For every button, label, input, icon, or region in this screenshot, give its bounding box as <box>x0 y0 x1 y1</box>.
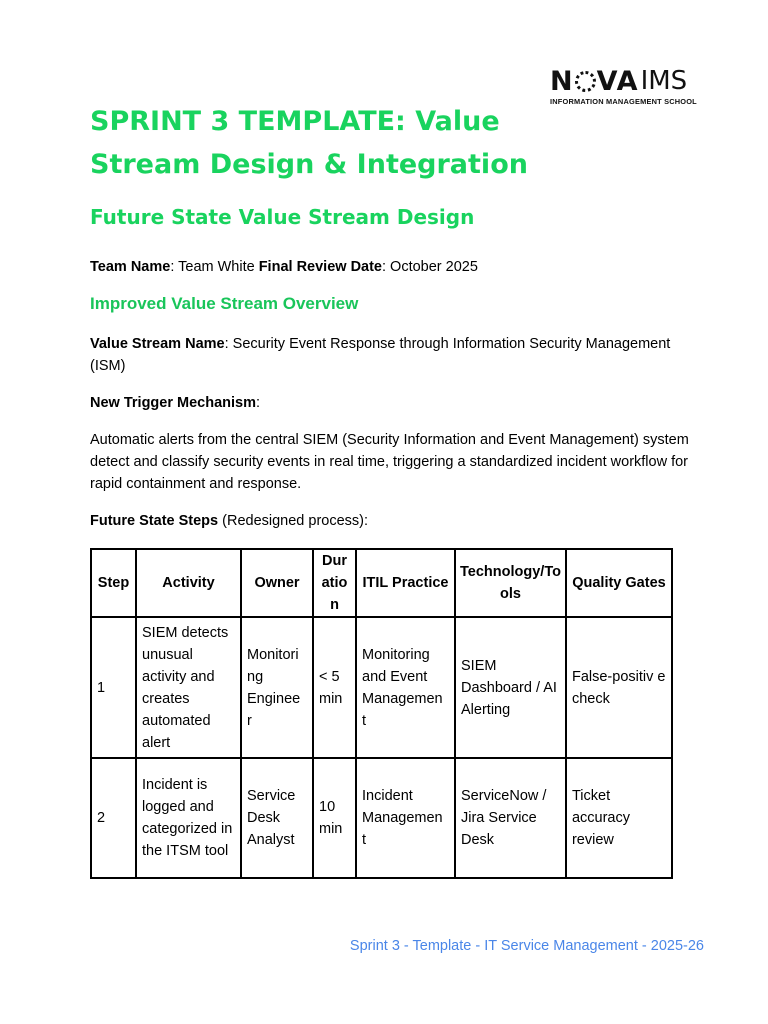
header-owner: Owner <box>241 549 313 617</box>
cell-itil-practice: Incident Managemen t <box>356 758 455 878</box>
logo-letters-va: VA <box>596 65 639 97</box>
trigger-suffix: : <box>256 395 261 411</box>
cell-duration: 10 min <box>313 758 356 878</box>
cell-quality-gates: False-positiv e check <box>566 617 672 758</box>
team-line <box>90 256 700 278</box>
header-duration: Dur atio n <box>313 549 356 617</box>
header-step: Step <box>91 549 136 617</box>
trigger-line <box>90 392 700 414</box>
logo-ring-icon <box>575 71 596 92</box>
nova-ims-logo <box>550 66 700 106</box>
value-stream-value: : Security Event Response through Information Security Management (ISM) <box>90 336 671 374</box>
header-itil-practice: ITIL Practice <box>356 549 455 617</box>
cell-owner: Monitori ng Enginee r <box>241 617 313 758</box>
cell-itil-practice: Monitoring and Event Managemen t <box>356 617 455 758</box>
team-name-value: : Team White <box>170 259 259 275</box>
logo-wordmark <box>550 66 700 96</box>
value-stream-line <box>90 333 700 377</box>
page-footer: Sprint 3 - Template - IT Service Management - 2025-26 <box>349 938 704 954</box>
logo-letters-ims: IMS <box>640 66 688 96</box>
trigger-description: Automatic alerts from the central SIEM (Security Information and Event Management) system detect and classify security events in real time, triggering a standardized incident workflow for rapid containment and response. <box>90 432 689 492</box>
trigger-label: New Trigger Mechanism <box>90 395 256 411</box>
cell-activity: Incident is logged and categorized in the ITSM tool <box>136 758 241 878</box>
team-name-label: Team Name <box>90 259 171 275</box>
document-title: SPRINT 3 TEMPLATE: Value Stream Design & Integration <box>90 106 528 180</box>
cell-quality-gates: Ticket accuracy review <box>566 758 672 878</box>
cell-owner: Service Desk Analyst <box>241 758 313 878</box>
review-date-value: : October 2025 <box>382 259 478 275</box>
steps-intro-suffix: (Redesigned process): <box>218 513 369 529</box>
table-row <box>91 758 672 878</box>
steps-intro-label: Future State Steps <box>90 513 219 529</box>
section-heading: Future State Value Stream Design <box>90 205 475 229</box>
cell-activity: SIEM detects unusual activity and creates automated alert <box>136 617 241 758</box>
cell-technology-tools: ServiceNow / Jira Service Desk <box>455 758 566 878</box>
cell-step: 1 <box>91 617 136 758</box>
steps-intro <box>90 510 700 532</box>
cell-duration: < 5 min <box>313 617 356 758</box>
overview-heading: Improved Value Stream Overview <box>90 294 359 313</box>
header-technology-tools: Technology/To ols <box>455 549 566 617</box>
logo-letter-n: N <box>550 65 574 97</box>
table-row <box>91 617 672 758</box>
header-activity: Activity <box>136 549 241 617</box>
cell-step: 2 <box>91 758 136 878</box>
logo-subtitle: INFORMATION MANAGEMENT SCHOOL <box>550 97 697 106</box>
cell-technology-tools: SIEM Dashboard / AI Alerting <box>455 617 566 758</box>
future-state-steps-table <box>90 548 673 879</box>
value-stream-label: Value Stream Name <box>90 336 225 352</box>
header-quality-gates: Quality Gates <box>566 549 672 617</box>
review-date-label: Final Review Date <box>258 259 382 275</box>
table-header-row <box>91 549 672 617</box>
